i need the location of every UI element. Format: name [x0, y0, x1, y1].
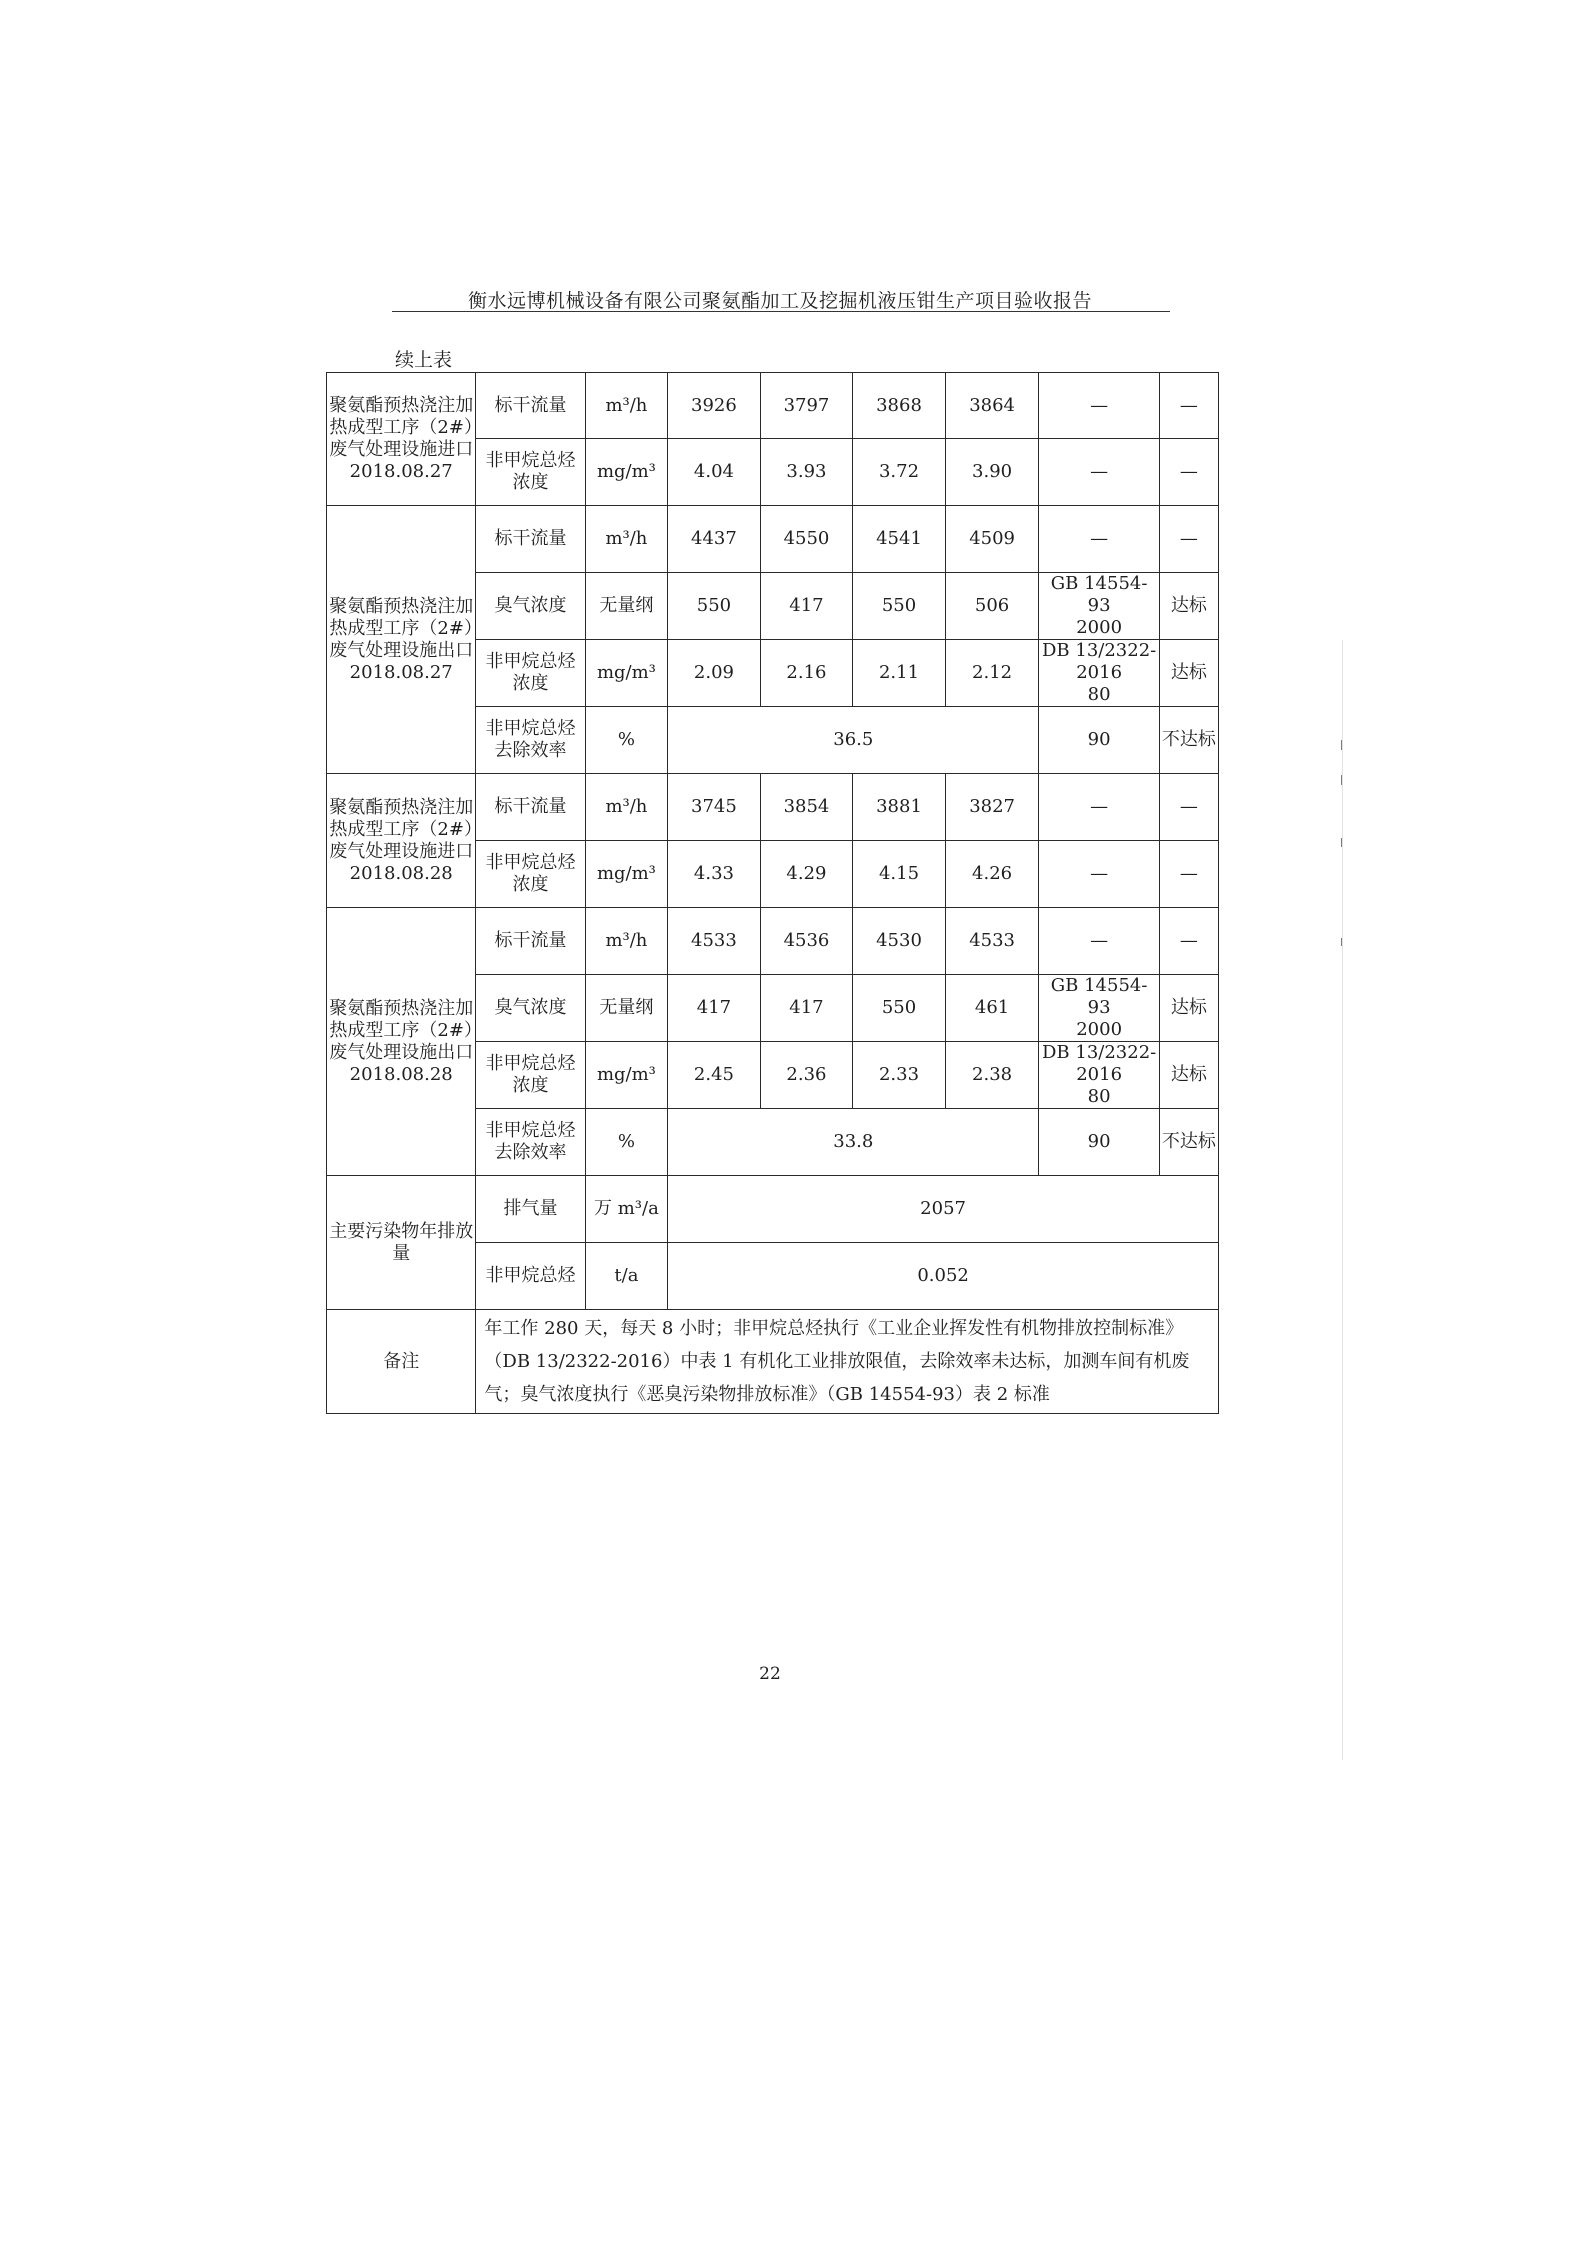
merged-value-cell: 36.5: [668, 707, 1039, 774]
average-cell: 2.12: [945, 640, 1039, 707]
standard-limit: 80: [1087, 684, 1111, 705]
item-cell: 标干流量: [476, 373, 585, 439]
table-row: [327, 506, 1219, 573]
unit-cell: mg/m³: [585, 841, 668, 908]
average-cell: 3827: [945, 774, 1039, 841]
unit-cell: 万 m³/a: [585, 1176, 668, 1243]
value-cell: 4.33: [668, 841, 761, 908]
standard-cell: [1039, 975, 1159, 1042]
value-cell: 3745: [668, 774, 761, 841]
value-cell: 4437: [668, 506, 761, 573]
standard-code: GB 14554-93: [1050, 975, 1148, 1018]
standard-cell: —: [1039, 908, 1159, 975]
group-name-cell: 主要污染物年排放量: [327, 1176, 476, 1310]
unit-cell: 无量纲: [585, 573, 668, 640]
standard-code: DB 13/2322-2016: [1042, 1042, 1157, 1085]
average-cell: 3.90: [945, 439, 1039, 506]
standard-limit: 80: [1087, 1086, 1111, 1107]
unit-cell: mg/m³: [585, 1042, 668, 1109]
item-cell: 非甲烷总烃浓度: [476, 640, 585, 707]
value-cell: 550: [853, 573, 946, 640]
remarks-text: 年工作 280 天，每天 8 小时；非甲烷总烃执行《工业企业挥发性有机物排放控制标准》（DB 13/2322-2016）中表 1 有机化工业排放限值，去除效率未达标，加测车间有机废气；臭气浓度执行《恶臭污染物排放标准》（GB 14554-93）表 2 标准: [476, 1310, 1219, 1414]
item-cell: 标干流量: [476, 506, 585, 573]
standard-cell: —: [1039, 774, 1159, 841]
result-cell: 达标: [1159, 573, 1218, 640]
remarks-label: 备注: [327, 1310, 476, 1414]
merged-value-cell: 2057: [668, 1176, 1219, 1243]
standard-cell: 90: [1039, 1109, 1159, 1176]
average-cell: 461: [945, 975, 1039, 1042]
unit-cell: 无量纲: [585, 975, 668, 1042]
average-cell: 4533: [945, 908, 1039, 975]
unit-cell: m³/h: [585, 373, 668, 439]
item-cell: 标干流量: [476, 774, 585, 841]
value-cell: 417: [668, 975, 761, 1042]
result-cell: 不达标: [1159, 707, 1218, 774]
group-name-cell: 聚氨酯预热浇注加热成型工序（2#）废气处理设施进口2018.08.28: [327, 774, 476, 908]
average-cell: 4.26: [945, 841, 1039, 908]
result-cell: 不达标: [1159, 1109, 1218, 1176]
value-cell: 2.33: [853, 1042, 946, 1109]
standard-cell: —: [1039, 506, 1159, 573]
result-cell: —: [1159, 439, 1218, 506]
table-row: [327, 908, 1219, 975]
average-cell: 506: [945, 573, 1039, 640]
scan-edge-line: [1342, 640, 1343, 1760]
unit-cell: m³/h: [585, 774, 668, 841]
value-cell: 3.72: [853, 439, 946, 506]
merged-value-cell: 0.052: [668, 1243, 1219, 1310]
unit-cell: %: [585, 1109, 668, 1176]
item-cell: 臭气浓度: [476, 573, 585, 640]
value-cell: 2.45: [668, 1042, 761, 1109]
value-cell: 3854: [760, 774, 853, 841]
table-row: [327, 1176, 1219, 1243]
standard-cell: [1039, 640, 1159, 707]
standard-cell: —: [1039, 439, 1159, 506]
average-cell: 4509: [945, 506, 1039, 573]
standard-code: GB 14554-93: [1050, 573, 1148, 616]
average-cell: 2.38: [945, 1042, 1039, 1109]
table-continued-caption: 续上表: [395, 349, 453, 371]
value-cell: 3926: [668, 373, 761, 439]
table-row: [327, 774, 1219, 841]
emission-monitoring-table: [326, 372, 1219, 1414]
group-name-cell: 聚氨酯预热浇注加热成型工序（2#）废气处理设施出口2018.08.28: [327, 908, 476, 1176]
value-cell: 4533: [668, 908, 761, 975]
standard-code: DB 13/2322-2016: [1042, 640, 1157, 683]
value-cell: 4.15: [853, 841, 946, 908]
result-cell: —: [1159, 908, 1218, 975]
value-cell: 4.04: [668, 439, 761, 506]
unit-cell: %: [585, 707, 668, 774]
value-cell: 550: [853, 975, 946, 1042]
standard-cell: 90: [1039, 707, 1159, 774]
table-row: [327, 373, 1219, 439]
standard-cell: [1039, 1042, 1159, 1109]
value-cell: 2.11: [853, 640, 946, 707]
result-cell: —: [1159, 373, 1218, 439]
result-cell: —: [1159, 841, 1218, 908]
unit-cell: mg/m³: [585, 439, 668, 506]
standard-cell: —: [1039, 841, 1159, 908]
item-cell: 臭气浓度: [476, 975, 585, 1042]
item-cell: 非甲烷总烃浓度: [476, 439, 585, 506]
item-cell: 排气量: [476, 1176, 585, 1243]
merged-value-cell: 33.8: [668, 1109, 1039, 1176]
average-cell: 3864: [945, 373, 1039, 439]
value-cell: 2.09: [668, 640, 761, 707]
value-cell: 4.29: [760, 841, 853, 908]
item-cell: 非甲烷总烃去除效率: [476, 707, 585, 774]
standard-cell: —: [1039, 373, 1159, 439]
header-divider: [392, 311, 1170, 312]
group-name-cell: 聚氨酯预热浇注加热成型工序（2#）废气处理设施出口2018.08.27: [327, 506, 476, 774]
unit-cell: m³/h: [585, 908, 668, 975]
result-cell: —: [1159, 774, 1218, 841]
value-cell: 4550: [760, 506, 853, 573]
value-cell: 550: [668, 573, 761, 640]
result-cell: 达标: [1159, 640, 1218, 707]
value-cell: 2.36: [760, 1042, 853, 1109]
item-cell: 非甲烷总烃浓度: [476, 1042, 585, 1109]
unit-cell: mg/m³: [585, 640, 668, 707]
item-cell: 非甲烷总烃浓度: [476, 841, 585, 908]
value-cell: 3797: [760, 373, 853, 439]
result-cell: —: [1159, 506, 1218, 573]
group-name-cell: 聚氨酯预热浇注加热成型工序（2#）废气处理设施进口2018.08.27: [327, 373, 476, 506]
remarks-row: [327, 1310, 1219, 1414]
value-cell: 3881: [853, 774, 946, 841]
item-cell: 标干流量: [476, 908, 585, 975]
value-cell: 2.16: [760, 640, 853, 707]
item-cell: 非甲烷总烃去除效率: [476, 1109, 585, 1176]
value-cell: 4541: [853, 506, 946, 573]
standard-limit: 2000: [1076, 1019, 1123, 1040]
value-cell: 417: [760, 975, 853, 1042]
item-cell: 非甲烷总烃: [476, 1243, 585, 1310]
unit-cell: t/a: [585, 1243, 668, 1310]
value-cell: 3868: [853, 373, 946, 439]
result-cell: 达标: [1159, 975, 1218, 1042]
value-cell: 4536: [760, 908, 853, 975]
value-cell: 4530: [853, 908, 946, 975]
result-cell: 达标: [1159, 1042, 1218, 1109]
standard-cell: [1039, 573, 1159, 640]
value-cell: 417: [760, 573, 853, 640]
page-number: 22: [759, 1664, 781, 1684]
page-header-title: 衡水远博机械设备有限公司聚氨酯加工及挖掘机液压钳生产项目验收报告: [467, 290, 1092, 312]
value-cell: 3.93: [760, 439, 853, 506]
unit-cell: m³/h: [585, 506, 668, 573]
standard-limit: 2000: [1076, 617, 1123, 638]
